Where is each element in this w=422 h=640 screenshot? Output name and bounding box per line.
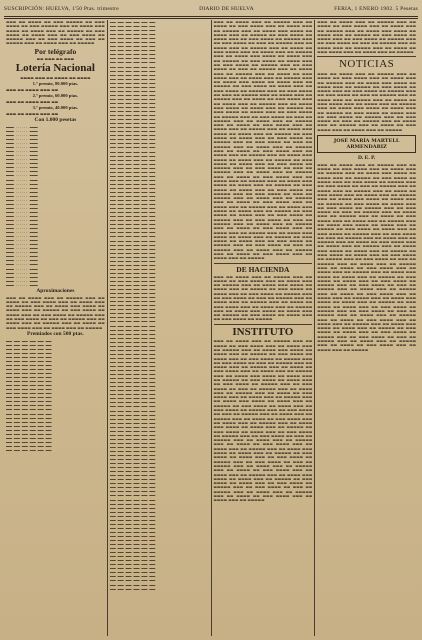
approximations-heading: Aproximaciones (36, 287, 75, 294)
hacienda-heading: DE HACIENDA (236, 264, 290, 274)
number-grid: ▬▬▬ ▬▬▬ ▬▬▬ ▬▬▬ ▬▬▬ ▬▬▬ ▬▬▬ ▬▬▬ ▬▬▬ ▬▬▬ ▬▬▬ ▬▬▬ ▬▬▬ ▬▬▬ ▬▬▬ ▬▬▬ ▬▬▬ ▬▬▬ ▬▬▬ ▬▬▬ ▬▬▬ ▬▬▬ ▬▬▬ ▬▬▬ ▬▬▬ ▬▬▬ ▬▬▬ ▬▬▬ ▬▬▬ ▬▬▬ ▬▬▬ ▬▬▬ ▬▬▬ ▬▬▬ ▬▬▬ ▬▬▬ ▬▬▬ ▬▬▬ ▬▬▬ ▬▬▬ ▬▬▬ ▬▬▬ ▬▬▬ ▬▬▬ ▬▬▬ ▬▬▬ ▬▬▬ ▬▬▬ ▬▬▬ ▬▬▬ ▬▬▬ ▬▬▬ ▬▬▬ ▬▬▬ ▬▬▬ ▬▬▬ ▬▬▬ ▬▬▬ ▬▬▬ ▬▬▬ ▬▬▬ ▬▬▬ ▬▬▬ ▬▬▬ ▬▬▬ ▬▬▬ ▬▬▬ ▬▬▬ ▬▬▬ ▬▬▬ ▬▬▬ ▬▬▬ ▬▬▬ ▬▬▬ ▬▬▬ ▬▬▬ ▬▬▬ ▬▬▬ ▬▬▬ ▬▬▬ ▬▬▬ ▬▬▬ ▬▬▬ ▬▬▬ ▬▬▬ ▬▬▬ ▬▬▬ ▬▬▬ ▬▬▬ ▬▬▬ ▬▬▬ ▬▬▬ ▬▬▬ ▬▬▬ ▬▬▬ ▬▬▬ ▬▬▬ ▬▬▬ ▬▬▬ ▬▬▬ ▬▬▬ ▬▬▬ ▬▬▬ ▬▬▬ ▬▬▬ ▬▬▬ ▬▬▬ ▬▬▬ ▬▬▬ ▬▬▬ ▬▬▬ ▬▬▬ ▬▬▬ ▬▬▬ ▬▬▬ ▬▬▬ ▬▬▬ ▬▬▬ ▬▬▬ ▬▬▬ ▬▬▬ ▬▬▬ ▬▬▬ ▬▬▬ ▬▬▬ ▬▬▬ ▬▬▬ ▬▬▬ ▬▬▬ ▬▬▬ ▬▬▬ ▬▬▬ ▬▬▬ ▬▬▬ ▬▬▬ ▬▬▬ ▬▬▬ ▬▬▬ ▬▬▬ ▬▬▬ ▬▬▬ ▬▬▬ ▬▬▬ ▬▬▬ ▬▬▬ ▬▬▬ ▬▬▬ ▬▬▬ ▬▬▬ ▬▬▬ ▬▬▬ ▬▬▬ ▬▬▬ ▬▬▬ ▬▬▬ ▬▬▬ ▬▬▬ ▬▬▬ ▬▬▬ ▬▬▬ ▬▬▬ ▬▬▬ ▬▬▬ ▬▬▬ ▬▬▬ ▬▬▬ ▬▬▬ ▬▬▬ (6, 338, 52, 452)
prize-1: 1.º premio, 80.000 ptas. (32, 80, 79, 86)
text-block: ▬▬▬ ▬▬ ▬▬▬▬ ▬▬▬ ▬▬ ▬▬▬▬▬ ▬▬▬ ▬▬ ▬▬▬▬ ▬▬ ▬▬▬ ▬▬▬▬ ▬▬▬ ▬▬ ▬▬▬▬ ▬▬▬ ▬▬ ▬▬▬▬▬ ▬▬▬ ▬▬ ▬▬▬▬ ▬▬▬ ▬▬▬▬ ▬▬ ▬▬▬▬ ▬▬▬ ▬▬ ▬▬▬▬▬ ▬▬ ▬▬▬ ▬▬▬▬ ▬▬ ▬▬▬▬ ▬▬▬ ▬▬ ▬▬▬ ▬▬▬▬ ▬▬ ▬▬▬▬▬ ▬▬▬ ▬▬ ▬▬▬ ▬▬▬▬ ▬▬ ▬▬▬ ▬▬ ▬▬▬▬▬ ▬▬▬ ▬▬ ▬▬▬▬ ▬▬▬ ▬▬ ▬▬▬▬▬ ▬▬▬ ▬▬ ▬▬▬▬ ▬▬ ▬▬▬ ▬▬▬▬ ▬▬▬ ▬▬ ▬▬▬▬ ▬▬▬ ▬▬ ▬▬▬▬▬ ▬▬▬ ▬▬ ▬▬▬▬ ▬▬▬ ▬▬▬▬ ▬▬ ▬▬▬▬ ▬▬▬ ▬▬ ▬▬▬▬▬ ▬▬ ▬▬▬ ▬▬▬▬ ▬▬ ▬▬▬▬ ▬▬▬ ▬▬ ▬▬▬ ▬▬▬▬ ▬▬ ▬▬▬▬▬ ▬▬▬ ▬▬ ▬▬▬ ▬▬▬▬ ▬▬ ▬▬▬ ▬▬ ▬▬▬▬▬ ▬▬▬ ▬▬ ▬▬▬▬ ▬▬▬ ▬▬ ▬▬▬▬▬ ▬▬▬ ▬▬ ▬▬▬▬ ▬▬ ▬▬▬ ▬▬▬▬ ▬▬▬ ▬▬ ▬▬▬▬ ▬▬▬ ▬▬ ▬▬▬▬▬ ▬▬▬ ▬▬ ▬▬▬▬ ▬▬▬ ▬▬▬▬ ▬▬ ▬▬▬▬ ▬▬▬ ▬▬ ▬▬▬▬▬ ▬▬ ▬▬▬ ▬▬▬▬ ▬▬ ▬▬▬▬ ▬▬▬ ▬▬ ▬▬▬ ▬▬▬▬ ▬▬ ▬▬▬▬▬ ▬▬▬ ▬▬ ▬▬▬ ▬▬▬▬ ▬▬ ▬▬▬ ▬▬ ▬▬▬▬▬ ▬▬▬ ▬▬ ▬▬▬▬ ▬▬▬ ▬▬ ▬▬▬▬▬ ▬▬▬ ▬▬ ▬▬▬▬ ▬▬ ▬▬▬ ▬▬▬▬ ▬▬▬ ▬▬ ▬▬▬▬ ▬▬▬ ▬▬ ▬▬▬▬▬ ▬▬▬ ▬▬ ▬▬▬▬ ▬▬▬ ▬▬▬▬ ▬▬ ▬▬▬▬ ▬▬▬ ▬▬ ▬▬▬▬▬ ▬▬ ▬▬▬ ▬▬▬▬ ▬▬ ▬▬▬▬ ▬▬▬ ▬▬ ▬▬▬ ▬▬▬▬ ▬▬ ▬▬▬▬▬ ▬▬▬ ▬▬ ▬▬▬ ▬▬▬▬ ▬▬ ▬▬▬ ▬▬ ▬▬▬▬▬ ▬▬▬ ▬▬ ▬▬▬▬ ▬▬▬ ▬▬ ▬▬▬▬▬ ▬▬▬ ▬▬ ▬▬▬▬ ▬▬ ▬▬▬ ▬▬▬▬ ▬▬▬ ▬▬ ▬▬▬▬ ▬▬▬ ▬▬ ▬▬▬▬▬ ▬▬▬ ▬▬ ▬▬▬▬ ▬▬▬ ▬▬▬▬ ▬▬ ▬▬▬▬ ▬▬▬ ▬▬ ▬▬▬▬▬ ▬▬ ▬▬▬ ▬▬▬▬ ▬▬ ▬▬▬▬ ▬▬▬ ▬▬ ▬▬▬ ▬▬▬▬ ▬▬ ▬▬▬▬▬ ▬▬▬ ▬▬ ▬▬▬ ▬▬▬▬ ▬▬ ▬▬▬ ▬▬ ▬▬▬▬▬ ▬▬▬ ▬▬ ▬▬▬▬ ▬▬▬ ▬▬ ▬▬▬▬▬ ▬▬▬ ▬▬ ▬▬▬▬ ▬▬ ▬▬▬ ▬▬▬▬ ▬▬▬ ▬▬ ▬▬▬▬ ▬▬▬ ▬▬ ▬▬▬▬▬ ▬▬▬ ▬▬ ▬▬▬▬ ▬▬▬ ▬▬▬▬ ▬▬ ▬▬▬▬ ▬▬▬ ▬▬ ▬▬▬▬▬ ▬▬ ▬▬▬ ▬▬▬▬ ▬▬ ▬▬▬▬ ▬▬▬ ▬▬ ▬▬▬ ▬▬▬▬ ▬▬ ▬▬▬▬▬ ▬▬▬ ▬▬ ▬▬▬ ▬▬▬▬ ▬▬ ▬▬▬ ▬▬ ▬▬▬▬▬ ▬▬▬ ▬▬ ▬▬▬▬ ▬▬▬ ▬▬ ▬▬▬▬▬ ▬▬▬ ▬▬ ▬▬▬▬ ▬▬ ▬▬▬ ▬▬▬▬ ▬▬▬ ▬▬ ▬▬▬▬ ▬▬▬ ▬▬ ▬▬▬▬▬ ▬▬▬ ▬▬ ▬▬▬▬ ▬▬▬ ▬▬▬▬ ▬▬ ▬▬▬▬ ▬▬▬ ▬▬ ▬▬▬▬▬ ▬▬ ▬▬▬ ▬▬▬▬ ▬▬ ▬▬▬▬ ▬▬▬ ▬▬ ▬▬▬ ▬▬▬▬ ▬▬ ▬▬▬▬▬ ▬▬▬ ▬▬ ▬▬▬ ▬▬▬▬ ▬▬ ▬▬▬ ▬▬ ▬▬▬▬▬ ▬▬▬ ▬▬ ▬▬▬▬ ▬▬▬ ▬▬ ▬▬▬▬▬ ▬▬▬ ▬▬ ▬▬▬▬ ▬▬ ▬▬▬ ▬▬▬▬ ▬▬▬ ▬▬ ▬▬▬▬ ▬▬▬ ▬▬ ▬▬▬▬▬ ▬▬▬ ▬▬ ▬▬▬▬ ▬▬▬ ▬▬▬▬ ▬▬ ▬▬▬▬ ▬▬▬ ▬▬ ▬▬▬▬▬ ▬▬ ▬▬▬ ▬▬▬▬ ▬▬ ▬▬▬▬ ▬▬▬ ▬▬ ▬▬▬ ▬▬▬▬ ▬▬ ▬▬▬▬▬ ▬▬▬ ▬▬ ▬▬▬ ▬▬▬▬ ▬▬ ▬▬▬ ▬▬ ▬▬▬▬▬ ▬▬▬ ▬▬ ▬▬▬▬ ▬▬▬ ▬▬ ▬▬▬▬▬ ▬▬▬ ▬▬ ▬▬▬▬ ▬▬ ▬▬▬ ▬▬▬▬ ▬▬▬ ▬▬ ▬▬▬▬ ▬▬▬ ▬▬ ▬▬▬▬▬ ▬▬▬ ▬▬ ▬▬▬▬ ▬▬▬ ▬▬▬▬ ▬▬ ▬▬▬▬ ▬▬▬ ▬▬ ▬▬▬▬▬ ▬▬ ▬▬▬ ▬▬▬▬ ▬▬ ▬▬▬▬ ▬▬▬ ▬▬ ▬▬▬ ▬▬▬▬ ▬▬ ▬▬▬▬▬ ▬▬▬ ▬▬ ▬▬▬ ▬▬▬▬ ▬▬ ▬▬▬ ▬▬ ▬▬▬▬▬ ▬▬▬ ▬▬ ▬▬▬▬ ▬▬▬ ▬▬ ▬▬▬▬▬ ▬▬▬ ▬▬ ▬▬▬▬ ▬▬ ▬▬▬ ▬▬▬▬ ▬▬▬ ▬▬ ▬▬▬▬ ▬▬▬ ▬▬ ▬▬▬▬▬ (213, 20, 313, 261)
institute-heading: INSTITUTO (232, 325, 294, 338)
column-3 (212, 20, 316, 636)
divider (214, 324, 313, 325)
prize-2: 2.º premio, 60.000 ptas. (32, 92, 79, 98)
masthead-date: FERIA, 1 ENERO 1902. 5 Pesetas (334, 6, 418, 12)
lottery-heading: Lotería Nacional (15, 61, 95, 74)
divider (317, 56, 416, 57)
masthead (4, 2, 418, 17)
dp-heading: D. E. P. (357, 155, 376, 162)
text-block: ▬▬▬ ▬▬ ▬▬▬▬ ▬▬▬ ▬▬ ▬▬▬▬▬ ▬▬▬ ▬▬ ▬▬▬▬ ▬▬ ▬▬▬ ▬▬▬▬ ▬▬▬ ▬▬ ▬▬▬▬ ▬▬▬ ▬▬ ▬▬▬▬▬ ▬▬▬ ▬▬ ▬▬▬▬ ▬▬▬ ▬▬▬▬ ▬▬ ▬▬▬▬ ▬▬▬ ▬▬ ▬▬▬▬▬ ▬▬ ▬▬▬ ▬▬▬▬ ▬▬ ▬▬▬▬ ▬▬▬ ▬▬ ▬▬▬ ▬▬▬▬ ▬▬ ▬▬▬▬▬ ▬▬▬ ▬▬ ▬▬▬ ▬▬▬▬ ▬▬ ▬▬▬ ▬▬ ▬▬▬▬▬ ▬▬▬ ▬▬ ▬▬▬▬ ▬▬▬ ▬▬ ▬▬▬▬▬ ▬▬▬ ▬▬ ▬▬▬▬ ▬▬ ▬▬▬ ▬▬▬▬ ▬▬▬ ▬▬ ▬▬▬▬ ▬▬▬ ▬▬ ▬▬▬▬▬ ▬▬▬ ▬▬ ▬▬▬▬ ▬▬▬ ▬▬▬▬ ▬▬ ▬▬▬▬ ▬▬▬ ▬▬ ▬▬▬▬▬ ▬▬ ▬▬▬ ▬▬▬▬ ▬▬ ▬▬▬▬ ▬▬▬ ▬▬ ▬▬▬ ▬▬▬▬ ▬▬ ▬▬▬▬▬ (213, 274, 313, 322)
text-block: ▬▬▬ ▬▬ ▬▬▬▬ ▬▬▬ ▬▬ ▬▬▬▬▬ ▬▬▬ ▬▬ ▬▬▬▬ ▬▬ ▬▬▬ ▬▬▬▬ ▬▬▬ ▬▬ ▬▬▬▬ ▬▬▬ ▬▬ ▬▬▬▬▬ ▬▬▬ ▬▬ ▬▬▬▬ ▬▬▬ ▬▬▬▬ ▬▬ ▬▬▬▬ ▬▬▬ ▬▬ ▬▬▬▬▬ ▬▬ ▬▬▬ ▬▬▬▬ ▬▬ ▬▬▬▬ ▬▬▬ ▬▬ ▬▬▬ ▬▬▬▬ ▬▬ ▬▬▬▬▬ ▬▬▬ ▬▬ ▬▬▬ ▬▬▬▬ ▬▬ ▬▬▬ ▬▬ ▬▬▬▬▬ ▬▬▬ ▬▬ ▬▬▬▬ ▬▬▬ ▬▬ ▬▬▬▬▬ ▬▬▬ ▬▬ ▬▬▬▬ ▬▬ ▬▬▬ ▬▬▬▬ ▬▬▬ ▬▬ ▬▬▬▬ ▬▬▬ ▬▬ ▬▬▬▬▬ (317, 20, 416, 55)
masthead-title: DIARIO DE HUELVA (199, 6, 254, 12)
text-block: ▬▬▬ ▬▬ ▬▬▬▬ ▬▬▬ ▬▬ ▬▬▬▬▬ ▬▬▬ ▬▬ ▬▬▬▬ ▬▬ ▬▬▬ ▬▬▬▬ ▬▬▬ ▬▬ ▬▬▬▬ ▬▬▬ ▬▬ ▬▬▬▬▬ ▬▬▬ ▬▬ ▬▬▬▬ ▬▬▬ ▬▬▬▬ ▬▬ ▬▬▬▬ ▬▬▬ ▬▬ ▬▬▬▬▬ ▬▬ ▬▬▬ ▬▬▬▬ ▬▬ ▬▬▬▬ ▬▬▬ ▬▬ ▬▬▬ ▬▬▬▬ ▬▬ ▬▬▬▬▬ ▬▬▬ ▬▬ ▬▬▬ ▬▬▬▬ ▬▬ ▬▬▬ ▬▬ ▬▬▬▬▬ ▬▬▬ ▬▬ ▬▬▬▬ ▬▬▬ ▬▬ ▬▬▬▬▬ ▬▬▬ ▬▬ ▬▬▬▬ ▬▬ ▬▬▬ ▬▬▬▬ ▬▬▬ ▬▬ ▬▬▬▬ ▬▬▬ ▬▬ ▬▬▬▬▬ ▬▬▬ ▬▬ ▬▬▬▬ ▬▬▬ ▬▬▬▬ ▬▬ ▬▬▬▬ ▬▬▬ ▬▬ ▬▬▬▬▬ ▬▬ ▬▬▬ ▬▬▬▬ ▬▬ ▬▬▬▬ ▬▬▬ ▬▬ ▬▬▬ ▬▬▬▬ ▬▬ ▬▬▬▬▬ ▬▬▬ ▬▬ ▬▬▬ ▬▬▬▬ ▬▬ ▬▬▬ ▬▬ ▬▬▬▬▬ ▬▬▬ ▬▬ ▬▬▬▬ ▬▬▬ ▬▬ ▬▬▬▬▬ ▬▬▬ ▬▬ ▬▬▬▬ ▬▬ ▬▬▬ ▬▬▬▬ ▬▬▬ ▬▬ ▬▬▬▬ ▬▬▬ ▬▬ ▬▬▬▬▬ (317, 71, 416, 132)
masthead-rule (4, 18, 418, 19)
text-block: ▬▬ ▬▬▬ ▬▬ ▬▬▬ (36, 56, 75, 61)
text-block: ▬▬▬ ▬▬ ▬▬▬▬ ▬▬▬ ▬▬ ▬▬▬▬▬ ▬▬▬ ▬▬ ▬▬▬▬ ▬▬ ▬▬▬ ▬▬▬▬ ▬▬▬ ▬▬ ▬▬▬▬ ▬▬▬ ▬▬ ▬▬▬▬▬ ▬▬▬ ▬▬ ▬▬▬▬ ▬▬▬ ▬▬▬▬ ▬▬ ▬▬▬▬ ▬▬▬ ▬▬ ▬▬▬▬▬ ▬▬ ▬▬▬ ▬▬▬▬ ▬▬ ▬▬▬▬ ▬▬▬ ▬▬ ▬▬▬ ▬▬▬▬ ▬▬ ▬▬▬▬▬ ▬▬▬ ▬▬ ▬▬▬ ▬▬▬▬ ▬▬ ▬▬▬ ▬▬ ▬▬▬▬▬ ▬▬▬ ▬▬ ▬▬▬▬ ▬▬▬ ▬▬ ▬▬▬▬▬ ▬▬▬ ▬▬ ▬▬▬▬ ▬▬ ▬▬▬ ▬▬▬▬ ▬▬▬ ▬▬ ▬▬▬▬ ▬▬▬ ▬▬ ▬▬▬▬▬ ▬▬▬ ▬▬ ▬▬▬▬ ▬▬▬ ▬▬▬▬ ▬▬ ▬▬▬▬ ▬▬▬ ▬▬ ▬▬▬▬▬ ▬▬ ▬▬▬ ▬▬▬▬ ▬▬ ▬▬▬▬ ▬▬▬ ▬▬ ▬▬▬ ▬▬▬▬ ▬▬ ▬▬▬▬▬ ▬▬▬ ▬▬ ▬▬▬ ▬▬▬▬ ▬▬ ▬▬▬ ▬▬ ▬▬▬▬▬ ▬▬▬ ▬▬ ▬▬▬▬ ▬▬▬ ▬▬ ▬▬▬▬▬ ▬▬▬ ▬▬ ▬▬▬▬ ▬▬ ▬▬▬ ▬▬▬▬ ▬▬▬ ▬▬ ▬▬▬▬ ▬▬▬ ▬▬ ▬▬▬▬▬ ▬▬▬ ▬▬ ▬▬▬▬ ▬▬▬ ▬▬▬▬ ▬▬ ▬▬▬▬ ▬▬▬ ▬▬ ▬▬▬▬▬ ▬▬ ▬▬▬ ▬▬▬▬ ▬▬ ▬▬▬▬ ▬▬▬ ▬▬ ▬▬▬ ▬▬▬▬ ▬▬ ▬▬▬▬▬ ▬▬▬ ▬▬ ▬▬▬ ▬▬▬▬ ▬▬ ▬▬▬ ▬▬ ▬▬▬▬▬ ▬▬▬ ▬▬ ▬▬▬▬ ▬▬▬ ▬▬ ▬▬▬▬▬ ▬▬▬ ▬▬ ▬▬▬▬ ▬▬ ▬▬▬ ▬▬▬▬ ▬▬▬ ▬▬ ▬▬▬▬ ▬▬▬ ▬▬ ▬▬▬▬▬ ▬▬▬ ▬▬ ▬▬▬▬ ▬▬▬ ▬▬▬▬ ▬▬ ▬▬▬▬ ▬▬▬ ▬▬ ▬▬▬▬▬ ▬▬ ▬▬▬ ▬▬▬▬ ▬▬ ▬▬▬▬ ▬▬▬ ▬▬ ▬▬▬ ▬▬▬▬ ▬▬ ▬▬▬▬▬ ▬▬▬ ▬▬ ▬▬▬ ▬▬▬▬ ▬▬ ▬▬▬ ▬▬ ▬▬▬▬▬ ▬▬▬ ▬▬ ▬▬▬▬ ▬▬▬ ▬▬ ▬▬▬▬▬ ▬▬▬ ▬▬ ▬▬▬▬ ▬▬ ▬▬▬ ▬▬▬▬ ▬▬▬ ▬▬ ▬▬▬▬ ▬▬▬ ▬▬ ▬▬▬▬▬ ▬▬▬ ▬▬ ▬▬▬▬ ▬▬▬ ▬▬▬▬ ▬▬ ▬▬▬▬ ▬▬▬ ▬▬ ▬▬▬▬▬ ▬▬ ▬▬▬ ▬▬▬▬ ▬▬ ▬▬▬▬ ▬▬▬ ▬▬ ▬▬▬ ▬▬▬▬ ▬▬ ▬▬▬▬▬ ▬▬▬ ▬▬ ▬▬▬ ▬▬▬▬ ▬▬ ▬▬▬ ▬▬ ▬▬▬▬▬ ▬▬▬ ▬▬ ▬▬▬▬ ▬▬▬ ▬▬ ▬▬▬▬▬ ▬▬▬ ▬▬ ▬▬▬▬ ▬▬ ▬▬▬ ▬▬▬▬ ▬▬▬ ▬▬ ▬▬▬▬ ▬▬▬ ▬▬ ▬▬▬▬▬ ▬▬▬ ▬▬ ▬▬▬▬ ▬▬▬ ▬▬▬▬ ▬▬ ▬▬▬▬ ▬▬▬ ▬▬ ▬▬▬▬▬ ▬▬ ▬▬▬ ▬▬▬▬ ▬▬ ▬▬▬▬ ▬▬▬ ▬▬ ▬▬▬ ▬▬▬▬ ▬▬ ▬▬▬▬▬ ▬▬▬ ▬▬ ▬▬▬ ▬▬▬▬ ▬▬ ▬▬▬ ▬▬ ▬▬▬▬▬ ▬▬▬ ▬▬ ▬▬▬▬ ▬▬▬ ▬▬ ▬▬▬▬▬ ▬▬▬ ▬▬ ▬▬▬▬ ▬▬ ▬▬▬ ▬▬▬▬ ▬▬▬ ▬▬ ▬▬▬▬ ▬▬▬ ▬▬ ▬▬▬▬▬ ▬▬▬ ▬▬ ▬▬▬▬ ▬▬▬ ▬▬▬▬ ▬▬ ▬▬▬▬ ▬▬▬ ▬▬ ▬▬▬▬▬ ▬▬ ▬▬▬ ▬▬▬▬ ▬▬ ▬▬▬▬ ▬▬▬ ▬▬ ▬▬▬ ▬▬▬▬ ▬▬ ▬▬▬▬▬ ▬▬▬ ▬▬ ▬▬▬ ▬▬▬▬ ▬▬ ▬▬▬ ▬▬ ▬▬▬▬▬ ▬▬▬ ▬▬ ▬▬▬▬ ▬▬▬ ▬▬ ▬▬▬▬▬ ▬▬▬ ▬▬ ▬▬▬▬ ▬▬ ▬▬▬ ▬▬▬▬ ▬▬▬ ▬▬ ▬▬▬▬ ▬▬▬ ▬▬ ▬▬▬▬▬ (317, 162, 416, 352)
column-4 (315, 20, 418, 636)
notices-heading: NOTICIAS (338, 58, 395, 71)
text-block: ▬▬▬ ▬▬ ▬▬▬▬ ▬▬▬ ▬▬ (6, 99, 59, 104)
prize-3: 3.º premio, 40.000 ptas. (32, 105, 79, 111)
number-grid: ▬▬▬ ▬▬▬ ▬▬▬ ▬▬▬ ▬▬▬ ▬▬▬ ▬▬▬ ▬▬▬ ▬▬▬ ▬▬▬ ▬▬▬ ▬▬▬ ▬▬▬ ▬▬▬ ▬▬▬ ▬▬▬ ▬▬▬ ▬▬▬ ▬▬▬ ▬▬▬ ▬▬▬ ▬▬▬ ▬▬▬ ▬▬▬ ▬▬▬ ▬▬▬ ▬▬▬ ▬▬▬ ▬▬▬ ▬▬▬ ▬▬▬ ▬▬▬ ▬▬▬ ▬▬▬ ▬▬▬ ▬▬▬ ▬▬▬ ▬▬▬ ▬▬▬ ▬▬▬ ▬▬▬ ▬▬▬ ▬▬▬ ▬▬▬ ▬▬▬ ▬▬▬ ▬▬▬ ▬▬▬ ▬▬▬ ▬▬▬ ▬▬▬ ▬▬▬ ▬▬▬ ▬▬▬ ▬▬▬ ▬▬▬ ▬▬▬ ▬▬▬ ▬▬▬ ▬▬▬ ▬▬▬ ▬▬▬ ▬▬▬ ▬▬▬ ▬▬▬ ▬▬▬ ▬▬▬ ▬▬▬ ▬▬▬ ▬▬▬ ▬▬▬ ▬▬▬ ▬▬▬ ▬▬▬ ▬▬▬ ▬▬▬ ▬▬▬ ▬▬▬ ▬▬▬ ▬▬▬ ▬▬▬ ▬▬▬ ▬▬▬ ▬▬▬ ▬▬▬ ▬▬▬ ▬▬▬ ▬▬▬ ▬▬▬ ▬▬▬ ▬▬▬ ▬▬▬ ▬▬▬ ▬▬▬ ▬▬▬ ▬▬▬ ▬▬▬ ▬▬▬ ▬▬▬ ▬▬▬ ▬▬▬ ▬▬▬ ▬▬▬ ▬▬▬ ▬▬▬ ▬▬▬ ▬▬▬ ▬▬▬ ▬▬▬ ▬▬▬ ▬▬▬ ▬▬▬ ▬▬▬ ▬▬▬ ▬▬▬ ▬▬▬ ▬▬▬ ▬▬▬ ▬▬▬ ▬▬▬ ▬▬▬ ▬▬▬ ▬▬▬ ▬▬▬ ▬▬▬ ▬▬▬ ▬▬▬ ▬▬▬ ▬▬▬ ▬▬▬ ▬▬▬ ▬▬▬ ▬▬▬ ▬▬▬ ▬▬▬ ▬▬▬ ▬▬▬ ▬▬▬ ▬▬▬ ▬▬▬ ▬▬▬ ▬▬▬ ▬▬▬ ▬▬▬ ▬▬▬ ▬▬▬ ▬▬▬ ▬▬▬ ▬▬▬ ▬▬▬ ▬▬▬ ▬▬▬ ▬▬▬ ▬▬▬ ▬▬▬ ▬▬▬ ▬▬▬ ▬▬▬ ▬▬▬ ▬▬▬ ▬▬▬ ▬▬▬ ▬▬▬ ▬▬▬ ▬▬▬ ▬▬▬ ▬▬▬ ▬▬▬ ▬▬▬ ▬▬▬ ▬▬▬ ▬▬▬ ▬▬▬ ▬▬▬ ▬▬▬ ▬▬▬ ▬▬▬ ▬▬▬ ▬▬▬ ▬▬▬ ▬▬▬ ▬▬▬ ▬▬▬ ▬▬▬ ▬▬▬ ▬▬▬ ▬▬▬ ▬▬▬ ▬▬▬ ▬▬▬ ▬▬▬ ▬▬▬ ▬▬▬ ▬▬▬ ▬▬▬ ▬▬▬ ▬▬▬ ▬▬▬ ▬▬▬ ▬▬▬ ▬▬▬ ▬▬▬ ▬▬▬ ▬▬▬ ▬▬▬ ▬▬▬ ▬▬▬ ▬▬▬ ▬▬▬ ▬▬▬ ▬▬▬ ▬▬▬ ▬▬▬ ▬▬▬ ▬▬▬ ▬▬▬ ▬▬▬ ▬▬▬ ▬▬▬ ▬▬▬ ▬▬▬ ▬▬▬ ▬▬▬ ▬▬▬ ▬▬▬ ▬▬▬ ▬▬▬ ▬▬▬ ▬▬▬ ▬▬▬ ▬▬▬ ▬▬▬ ▬▬▬ ▬▬▬ ▬▬▬ ▬▬▬ ▬▬▬ ▬▬▬ ▬▬▬ ▬▬▬ ▬▬▬ ▬▬▬ ▬▬▬ ▬▬▬ ▬▬▬ ▬▬▬ ▬▬▬ ▬▬▬ ▬▬▬ ▬▬▬ ▬▬▬ ▬▬▬ ▬▬▬ ▬▬▬ ▬▬▬ ▬▬▬ ▬▬▬ ▬▬▬ ▬▬▬ ▬▬▬ ▬▬▬ ▬▬▬ ▬▬▬ ▬▬▬ ▬▬▬ ▬▬▬ ▬▬▬ ▬▬▬ ▬▬▬ ▬▬▬ ▬▬▬ ▬▬▬ ▬▬▬ ▬▬▬ ▬▬▬ ▬▬▬ ▬▬▬ ▬▬▬ ▬▬▬ ▬▬▬ ▬▬▬ ▬▬▬ ▬▬▬ ▬▬▬ ▬▬▬ ▬▬▬ ▬▬▬ ▬▬▬ ▬▬▬ ▬▬▬ ▬▬▬ ▬▬▬ ▬▬▬ ▬▬▬ ▬▬▬ ▬▬▬ ▬▬▬ ▬▬▬ ▬▬▬ ▬▬▬ ▬▬▬ ▬▬▬ ▬▬▬ ▬▬▬ ▬▬▬ ▬▬▬ ▬▬▬ ▬▬▬ ▬▬▬ ▬▬▬ ▬▬▬ ▬▬▬ ▬▬▬ ▬▬▬ ▬▬▬ ▬▬▬ ▬▬▬ ▬▬▬ ▬▬▬ ▬▬▬ ▬▬▬ ▬▬▬ ▬▬▬ ▬▬▬ ▬▬▬ ▬▬▬ ▬▬▬ ▬▬▬ ▬▬▬ ▬▬▬ ▬▬▬ ▬▬▬ ▬▬▬ ▬▬▬ ▬▬▬ ▬▬▬ ▬▬▬ ▬▬▬ ▬▬▬ ▬▬▬ ▬▬▬ ▬▬▬ ▬▬▬ ▬▬▬ ▬▬▬ ▬▬▬ ▬▬▬ ▬▬▬ ▬▬▬ ▬▬▬ ▬▬▬ ▬▬▬ ▬▬▬ ▬▬▬ ▬▬▬ ▬▬▬ ▬▬▬ ▬▬▬ ▬▬▬ ▬▬▬ ▬▬▬ ▬▬▬ ▬▬▬ ▬▬▬ ▬▬▬ ▬▬▬ ▬▬▬ ▬▬▬ ▬▬▬ ▬▬▬ ▬▬▬ ▬▬▬ ▬▬▬ ▬▬▬ ▬▬▬ ▬▬▬ ▬▬▬ ▬▬▬ ▬▬▬ ▬▬▬ ▬▬▬ ▬▬▬ ▬▬▬ ▬▬▬ ▬▬▬ ▬▬▬ ▬▬▬ ▬▬▬ ▬▬▬ ▬▬▬ ▬▬▬ ▬▬▬ ▬▬▬ ▬▬▬ ▬▬▬ ▬▬▬ ▬▬▬ ▬▬▬ ▬▬▬ ▬▬▬ ▬▬▬ ▬▬▬ ▬▬▬ ▬▬▬ ▬▬▬ ▬▬▬ ▬▬▬ ▬▬▬ ▬▬▬ ▬▬▬ ▬▬▬ ▬▬▬ ▬▬▬ ▬▬▬ ▬▬▬ ▬▬▬ ▬▬▬ ▬▬▬ ▬▬▬ ▬▬▬ ▬▬▬ ▬▬▬ ▬▬▬ ▬▬▬ ▬▬▬ ▬▬▬ ▬▬▬ ▬▬▬ ▬▬▬ ▬▬▬ ▬▬▬ ▬▬▬ ▬▬▬ ▬▬▬ ▬▬▬ ▬▬▬ ▬▬▬ ▬▬▬ ▬▬▬ ▬▬▬ ▬▬▬ ▬▬▬ ▬▬▬ ▬▬▬ ▬▬▬ ▬▬▬ ▬▬▬ ▬▬▬ ▬▬▬ ▬▬▬ ▬▬▬ ▬▬▬ ▬▬▬ ▬▬▬ ▬▬▬ ▬▬▬ ▬▬▬ ▬▬▬ ▬▬▬ ▬▬▬ ▬▬▬ ▬▬▬ ▬▬▬ ▬▬▬ ▬▬▬ ▬▬▬ ▬▬▬ ▬▬▬ ▬▬▬ ▬▬▬ ▬▬▬ ▬▬▬ ▬▬▬ ▬▬▬ ▬▬▬ ▬▬▬ ▬▬▬ ▬▬▬ ▬▬▬ ▬▬▬ ▬▬▬ ▬▬▬ ▬▬▬ ▬▬▬ ▬▬▬ ▬▬▬ ▬▬▬ ▬▬▬ ▬▬▬ ▬▬▬ ▬▬▬ ▬▬▬ ▬▬▬ ▬▬▬ ▬▬▬ ▬▬▬ ▬▬▬ ▬▬▬ ▬▬▬ ▬▬▬ ▬▬▬ ▬▬▬ ▬▬▬ ▬▬▬ ▬▬▬ ▬▬▬ ▬▬▬ ▬▬▬ ▬▬▬ ▬▬▬ ▬▬▬ ▬▬▬ ▬▬▬ ▬▬▬ ▬▬▬ ▬▬▬ ▬▬▬ ▬▬▬ ▬▬▬ ▬▬▬ ▬▬▬ ▬▬▬ ▬▬▬ ▬▬▬ ▬▬▬ ▬▬▬ ▬▬▬ ▬▬▬ ▬▬▬ ▬▬▬ ▬▬▬ ▬▬▬ ▬▬▬ ▬▬▬ ▬▬▬ ▬▬▬ ▬▬▬ ▬▬▬ ▬▬▬ ▬▬▬ ▬▬▬ ▬▬▬ ▬▬▬ ▬▬▬ ▬▬▬ ▬▬▬ ▬▬▬ ▬▬▬ ▬▬▬ ▬▬▬ ▬▬▬ ▬▬▬ ▬▬▬ ▬▬▬ ▬▬▬ ▬▬▬ ▬▬▬ ▬▬▬ ▬▬▬ ▬▬▬ ▬▬▬ ▬▬▬ ▬▬▬ ▬▬▬ ▬▬▬ ▬▬▬ ▬▬▬ ▬▬▬ ▬▬▬ ▬▬▬ ▬▬▬ ▬▬▬ ▬▬▬ ▬▬▬ ▬▬▬ ▬▬▬ ▬▬▬ ▬▬▬ ▬▬▬ ▬▬▬ ▬▬▬ ▬▬▬ ▬▬▬ ▬▬▬ ▬▬▬ ▬▬▬ ▬▬▬ ▬▬▬ ▬▬▬ ▬▬▬ ▬▬▬ ▬▬▬ ▬▬▬ ▬▬▬ ▬▬▬ ▬▬▬ ▬▬▬ ▬▬▬ ▬▬▬ ▬▬▬ ▬▬▬ ▬▬▬ ▬▬▬ ▬▬▬ ▬▬▬ ▬▬▬ ▬▬▬ ▬▬▬ ▬▬▬ ▬▬▬ ▬▬▬ ▬▬▬ ▬▬▬ ▬▬▬ ▬▬▬ ▬▬▬ ▬▬▬ ▬▬▬ ▬▬▬ ▬▬▬ ▬▬▬ ▬▬▬ ▬▬▬ ▬▬▬ ▬▬▬ ▬▬▬ ▬▬▬ ▬▬▬ ▬▬▬ ▬▬▬ ▬▬▬ ▬▬▬ ▬▬▬ ▬▬▬ ▬▬▬ ▬▬▬ ▬▬▬ ▬▬▬ ▬▬▬ ▬▬▬ ▬▬▬ ▬▬▬ ▬▬▬ ▬▬▬ ▬▬▬ ▬▬▬ ▬▬▬ ▬▬▬ ▬▬▬ ▬▬▬ ▬▬▬ ▬▬▬ ▬▬▬ ▬▬▬ ▬▬▬ ▬▬▬ ▬▬▬ ▬▬▬ ▬▬▬ ▬▬▬ ▬▬▬ ▬▬▬ ▬▬▬ ▬▬▬ ▬▬▬ ▬▬▬ ▬▬▬ ▬▬▬ ▬▬▬ ▬▬▬ ▬▬▬ ▬▬▬ ▬▬▬ ▬▬▬ ▬▬▬ ▬▬▬ ▬▬▬ ▬▬▬ ▬▬▬ ▬▬▬ ▬▬▬ ▬▬▬ ▬▬▬ ▬▬▬ ▬▬▬ ▬▬▬ ▬▬▬ ▬▬▬ ▬▬▬ ▬▬▬ ▬▬▬ ▬▬▬ ▬▬▬ ▬▬▬ ▬▬▬ ▬▬▬ ▬▬▬ ▬▬▬ ▬▬▬ ▬▬▬ ▬▬▬ ▬▬▬ ▬▬▬ ▬▬▬ ▬▬▬ ▬▬▬ ▬▬▬ ▬▬▬ ▬▬▬ ▬▬▬ ▬▬▬ ▬▬▬ ▬▬▬ ▬▬▬ ▬▬▬ ▬▬▬ ▬▬▬ ▬▬▬ ▬▬▬ ▬▬▬ ▬▬▬ ▬▬▬ ▬▬▬ ▬▬▬ ▬▬▬ ▬▬▬ ▬▬▬ ▬▬▬ ▬▬▬ ▬▬▬ ▬▬▬ ▬▬▬ ▬▬▬ ▬▬▬ ▬▬▬ ▬▬▬ ▬▬▬ ▬▬▬ ▬▬▬ ▬▬▬ ▬▬▬ ▬▬▬ ▬▬▬ ▬▬▬ ▬▬▬ ▬▬▬ ▬▬▬ ▬▬▬ ▬▬▬ ▬▬▬ ▬▬▬ ▬▬▬ ▬▬▬ ▬▬▬ ▬▬▬ ▬▬▬ ▬▬▬ ▬▬▬ ▬▬▬ ▬▬▬ ▬▬▬ ▬▬▬ ▬▬▬ ▬▬▬ ▬▬▬ ▬▬▬ ▬▬▬ ▬▬▬ ▬▬▬ ▬▬▬ ▬▬▬ ▬▬▬ ▬▬▬ ▬▬▬ ▬▬▬ ▬▬▬ ▬▬▬ ▬▬▬ ▬▬▬ ▬▬▬ ▬▬▬ ▬▬▬ ▬▬▬ ▬▬▬ ▬▬▬ ▬▬▬ ▬▬▬ ▬▬▬ ▬▬▬ ▬▬▬ ▬▬▬ ▬▬▬ ▬▬▬ ▬▬▬ ▬▬▬ ▬▬▬ ▬▬▬ ▬▬▬ ▬▬▬ ▬▬▬ ▬▬▬ ▬▬▬ ▬▬▬ ▬▬▬ ▬▬▬ ▬▬▬ ▬▬▬ ▬▬▬ ▬▬▬ ▬▬▬ ▬▬▬ ▬▬▬ ▬▬▬ ▬▬▬ ▬▬▬ ▬▬▬ ▬▬▬ ▬▬▬ ▬▬▬ ▬▬▬ ▬▬▬ ▬▬▬ ▬▬▬ ▬▬▬ ▬▬▬ ▬▬▬ ▬▬▬ ▬▬▬ ▬▬▬ ▬▬▬ ▬▬▬ ▬▬▬ ▬▬▬ ▬▬▬ ▬▬▬ ▬▬▬ ▬▬▬ ▬▬▬ ▬▬▬ ▬▬▬ ▬▬▬ ▬▬▬ ▬▬▬ ▬▬▬ ▬▬▬ ▬▬▬ (109, 20, 156, 591)
text-block: ▬▬▬▬ ▬▬▬ ▬▬ ▬▬▬▬ ▬▬ ▬▬▬▬ (20, 75, 91, 80)
subtitle-1000: Con 1.000 pesetas (34, 117, 77, 124)
text-block: ▬▬▬ ▬▬ ▬▬▬▬ ▬▬▬ ▬▬ ▬▬▬▬▬ ▬▬▬ ▬▬ ▬▬▬▬ ▬▬ ▬▬▬ ▬▬▬▬ ▬▬▬ ▬▬ ▬▬▬▬ ▬▬▬ ▬▬ ▬▬▬▬▬ ▬▬▬ ▬▬ ▬▬▬▬ ▬▬▬ ▬▬▬▬ ▬▬ ▬▬▬▬ ▬▬▬ ▬▬ ▬▬▬▬▬ ▬▬ ▬▬▬ ▬▬▬▬ ▬▬ ▬▬▬▬ ▬▬▬ ▬▬ ▬▬▬ ▬▬▬▬ ▬▬ ▬▬▬▬▬ ▬▬▬ ▬▬ ▬▬▬ ▬▬▬▬ ▬▬ ▬▬▬ ▬▬ ▬▬▬▬▬ ▬▬▬ ▬▬ ▬▬▬▬ ▬▬▬ ▬▬ ▬▬▬▬▬ ▬▬▬ ▬▬ ▬▬▬▬ ▬▬ ▬▬▬ ▬▬▬▬ ▬▬▬ ▬▬ ▬▬▬▬ ▬▬▬ ▬▬ ▬▬▬▬▬ ▬▬▬ ▬▬ ▬▬▬▬ ▬▬▬ ▬▬▬▬ ▬▬ ▬▬▬▬ ▬▬▬ ▬▬ ▬▬▬▬▬ ▬▬ ▬▬▬ ▬▬▬▬ ▬▬ ▬▬▬▬ ▬▬▬ ▬▬ ▬▬▬ ▬▬▬▬ ▬▬ ▬▬▬▬▬ ▬▬▬ ▬▬ ▬▬▬ ▬▬▬▬ ▬▬ ▬▬▬ ▬▬ ▬▬▬▬▬ ▬▬▬ ▬▬ ▬▬▬▬ ▬▬▬ ▬▬ ▬▬▬▬▬ ▬▬▬ ▬▬ ▬▬▬▬ ▬▬ ▬▬▬ ▬▬▬▬ ▬▬▬ ▬▬ ▬▬▬▬ ▬▬▬ ▬▬ ▬▬▬▬▬ ▬▬▬ ▬▬ ▬▬▬▬ ▬▬▬ ▬▬▬▬ ▬▬ ▬▬▬▬ ▬▬▬ ▬▬ ▬▬▬▬▬ ▬▬ ▬▬▬ ▬▬▬▬ ▬▬ ▬▬▬▬ ▬▬▬ ▬▬ ▬▬▬ ▬▬▬▬ ▬▬ ▬▬▬▬▬ ▬▬▬ ▬▬ ▬▬▬ ▬▬▬▬ ▬▬ ▬▬▬ ▬▬ ▬▬▬▬▬ ▬▬▬ ▬▬ ▬▬▬▬ ▬▬▬ ▬▬ ▬▬▬▬▬ ▬▬▬ ▬▬ ▬▬▬▬ ▬▬ ▬▬▬ ▬▬▬▬ ▬▬▬ ▬▬ ▬▬▬▬ ▬▬▬ ▬▬ ▬▬▬▬▬ ▬▬▬ ▬▬ ▬▬▬▬ ▬▬▬ ▬▬▬▬ ▬▬ ▬▬▬▬ ▬▬▬ ▬▬ ▬▬▬▬▬ ▬▬ ▬▬▬ ▬▬▬▬ ▬▬ ▬▬▬▬ ▬▬▬ ▬▬ ▬▬▬ ▬▬▬▬ ▬▬ ▬▬▬▬▬ ▬▬▬ ▬▬ ▬▬▬ ▬▬▬▬ ▬▬ ▬▬▬ ▬▬ ▬▬▬▬▬ ▬▬▬ ▬▬ ▬▬▬▬ ▬▬▬ ▬▬ ▬▬▬▬▬ ▬▬▬ ▬▬ ▬▬▬▬ ▬▬ ▬▬▬ ▬▬▬▬ ▬▬▬ ▬▬ ▬▬▬▬ ▬▬▬ ▬▬ ▬▬▬▬▬ ▬▬▬ ▬▬ ▬▬▬▬ ▬▬▬ ▬▬▬▬ ▬▬ ▬▬▬▬ ▬▬▬ ▬▬ ▬▬▬▬▬ ▬▬ ▬▬▬ ▬▬▬▬ ▬▬ ▬▬▬▬ ▬▬▬ ▬▬ ▬▬▬ ▬▬▬▬ ▬▬ ▬▬▬▬▬ ▬▬▬ ▬▬ ▬▬▬ ▬▬▬▬ ▬▬ ▬▬▬ ▬▬ ▬▬▬▬▬ ▬▬▬ ▬▬ ▬▬▬▬ ▬▬▬ ▬▬ ▬▬▬▬▬ ▬▬▬ ▬▬ ▬▬▬▬ ▬▬ ▬▬▬ ▬▬▬▬ ▬▬▬ ▬▬ ▬▬▬▬ ▬▬▬ ▬▬ ▬▬▬▬▬ ▬▬▬ ▬▬ ▬▬▬▬ ▬▬▬ ▬▬▬▬ ▬▬ ▬▬▬▬ ▬▬▬ ▬▬ ▬▬▬▬▬ ▬▬ ▬▬▬ ▬▬▬▬ ▬▬ ▬▬▬▬ ▬▬▬ ▬▬ ▬▬▬ ▬▬▬▬ ▬▬ ▬▬▬▬▬ ▬▬▬ ▬▬ ▬▬▬ ▬▬▬▬ ▬▬ ▬▬▬ ▬▬ ▬▬▬▬▬ ▬▬▬ ▬▬ ▬▬▬▬ ▬▬▬ ▬▬ ▬▬▬▬▬ ▬▬▬ ▬▬ ▬▬▬▬ ▬▬ ▬▬▬ ▬▬▬▬ ▬▬▬ ▬▬ ▬▬▬▬ ▬▬▬ ▬▬ ▬▬▬▬▬ (213, 339, 313, 503)
column-1 (4, 20, 108, 636)
notice-name: JOSÉ MARÍA MARTELL ARMENDÁRIZ (333, 138, 400, 151)
column-2 (108, 20, 212, 636)
text-block: ▬▬▬ ▬▬ ▬▬▬▬ ▬▬▬ ▬▬ ▬▬▬▬▬ ▬▬▬ ▬▬ ▬▬▬▬ ▬▬ ▬▬▬ ▬▬▬▬ ▬▬▬ ▬▬ ▬▬▬▬ ▬▬▬ ▬▬ ▬▬▬▬▬ ▬▬▬ ▬▬ ▬▬▬▬ ▬▬▬ ▬▬▬▬ ▬▬ ▬▬▬▬ ▬▬▬ ▬▬ ▬▬▬▬▬ ▬▬ ▬▬▬ ▬▬▬▬ ▬▬ ▬▬▬▬ ▬▬▬ ▬▬ ▬▬▬ ▬▬▬▬ ▬▬ ▬▬▬▬▬ ▬▬▬ ▬▬ ▬▬▬ ▬▬▬▬ ▬▬ ▬▬▬ ▬▬ ▬▬▬▬▬ ▬▬▬ ▬▬ ▬▬▬▬ ▬▬▬ ▬▬ ▬▬▬▬▬ ▬▬▬ ▬▬ ▬▬▬▬ ▬▬ ▬▬▬ ▬▬▬▬ ▬▬▬ ▬▬ ▬▬▬▬ ▬▬▬ ▬▬ ▬▬▬▬▬ (6, 295, 105, 330)
divider (214, 263, 313, 264)
number-list: ▬▬▬▬ ...... ▬▬▬▬ ▬▬▬▬ ...... ▬▬▬▬ ▬▬▬▬ ...... ▬▬▬▬ ▬▬▬▬ ...... ▬▬▬▬ ▬▬▬▬ ...... ▬▬▬▬ ▬▬▬▬ ...... ▬▬▬▬ ▬▬▬▬ ...... ▬▬▬▬ ▬▬▬▬ ...... ▬▬▬▬ ▬▬▬▬ ...... ▬▬▬▬ ▬▬▬▬ ...... ▬▬▬▬ ▬▬▬▬ ...... ▬▬▬▬ ▬▬▬▬ ...... ▬▬▬▬ ▬▬▬▬ ...... ▬▬▬▬ ▬▬▬▬ ...... ▬▬▬▬ ▬▬▬▬ ...... ▬▬▬▬ ▬▬▬▬ ...... ▬▬▬▬ ▬▬▬▬ ...... ▬▬▬▬ ▬▬▬▬ ...... ▬▬▬▬ ▬▬▬▬ ...... ▬▬▬▬ ▬▬▬▬ ...... ▬▬▬▬ ▬▬▬▬ ...... ▬▬▬▬ ▬▬▬▬ ...... ▬▬▬▬ ▬▬▬▬ ...... ▬▬▬▬ ▬▬▬▬ ...... ▬▬▬▬ ▬▬▬▬ ...... ▬▬▬▬ ▬▬▬▬ ...... ▬▬▬▬ ▬▬▬▬ ...... ▬▬▬▬ ▬▬▬▬ ...... ▬▬▬▬ ▬▬▬▬ ...... ▬▬▬▬ ▬▬▬▬ ...... ▬▬▬▬ ▬▬▬▬ ...... ▬▬▬▬ ▬▬▬▬ ...... ▬▬▬▬ ▬▬▬▬ ...... ▬▬▬▬ ▬▬▬▬ ...... ▬▬▬▬ ▬▬▬▬ ...... ▬▬▬▬ ▬▬▬▬ ...... ▬▬▬▬ ▬▬▬▬ ...... ▬▬▬▬ ▬▬▬▬ ...... ▬▬▬▬ ▬▬▬▬ ...... ▬▬▬▬ ▬▬▬▬ ...... ▬▬▬▬ (6, 124, 38, 287)
masthead-subscription: SUSCRIPCIÓN: HUELVA, 1'50 Ptas. trimestre (4, 6, 119, 12)
text-block: ▬▬▬ ▬▬ ▬▬▬▬ ▬▬ ▬▬▬ ▬▬▬▬▬ ▬▬ ▬▬▬ ▬▬▬▬ ▬▬ ▬▬▬ ▬▬▬▬▬ ▬▬▬ ▬▬ ▬▬▬▬ ▬▬▬ ▬▬▬▬ ▬▬ ▬▬▬▬ ▬▬▬ ▬▬ ▬▬▬▬▬ ▬▬ ▬▬▬ ▬▬▬▬ ▬▬ ▬▬▬▬ ▬▬▬ ▬▬ ▬▬▬ ▬▬▬▬ ▬▬ ▬▬▬▬▬ ▬▬▬ ▬▬ ▬▬▬ ▬▬▬▬ ▬▬ ▬▬▬ ▬▬ ▬▬▬▬▬ ▬▬▬ ▬▬ ▬▬▬▬ ▬▬▬ ▬▬ ▬▬▬▬▬ (6, 20, 105, 46)
text-block: ▬▬▬ ▬▬ ▬▬▬▬ ▬▬▬ ▬▬ (6, 87, 59, 92)
telegram-heading: Por telégrafo (34, 46, 77, 56)
notice-box (317, 135, 416, 153)
prizes-500-heading: Premiados con 500 ptas. (27, 330, 84, 337)
columns (4, 20, 418, 636)
text-block: ▬▬▬ ▬▬ ▬▬▬▬ ▬▬▬ ▬▬ (6, 111, 59, 116)
